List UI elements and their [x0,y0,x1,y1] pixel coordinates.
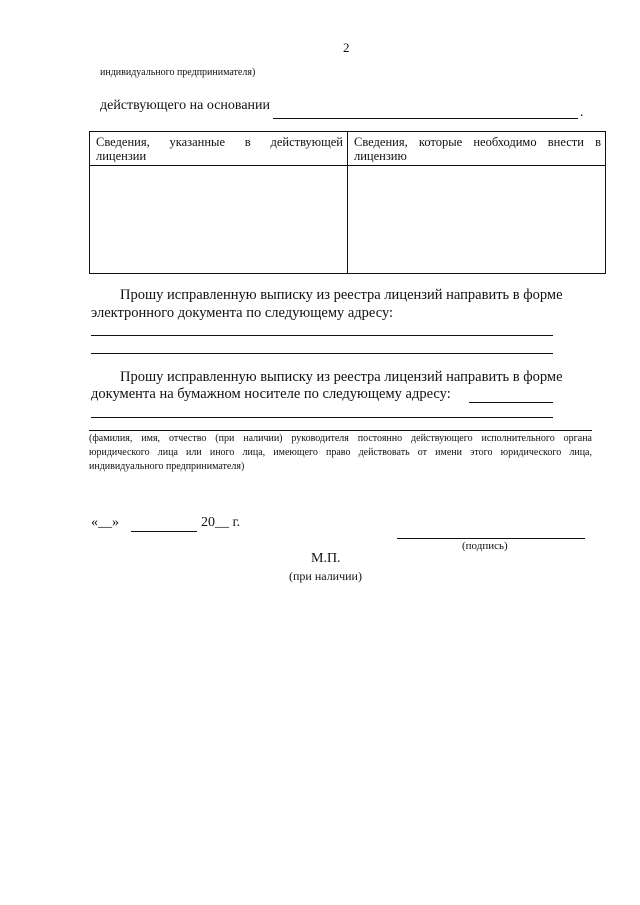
name-blank-line [89,430,592,431]
seal-label: М.П. [311,551,341,566]
paper-address-line-2 [91,417,553,418]
table-header-new: Сведения, которые необходимо внести в лицензию [348,132,606,166]
date-year: 20__ г. [201,515,241,530]
table-cell-new[interactable] [348,166,606,274]
basis-blank-line [273,118,578,119]
electronic-address-line-2 [91,353,553,354]
paper-request-line1: Прошу исправленную выписку из реестра лицензий направить в форме [120,369,563,385]
date-day: «__» [91,515,119,530]
electronic-address-line-1 [91,335,553,336]
signature-line [397,538,585,539]
table-header-current: Сведения, указанные в действующей лицензии [90,132,348,166]
license-info-table [89,131,606,274]
date-month-line [131,531,197,532]
basis-end-dot: . [580,105,584,120]
signature-label: (подпись) [462,540,508,552]
electronic-request-line1: Прошу исправленную выписку из реестра лицензий направить в форме [120,287,563,303]
header-note: индивидуального предпринимателя) [100,67,256,78]
basis-label: действующего на основании [100,98,271,113]
paper-address-line-end [469,402,553,403]
seal-note: (при наличии) [289,569,362,583]
electronic-request-line2: электронного документа по следующему адресу: [91,305,394,321]
paper-request-line2: документа на бумажном носителе по следующему адресу: [91,386,451,402]
table-cell-current[interactable] [90,166,348,274]
page-number: 2 [343,40,350,55]
name-footnote: (фамилия, имя, отчество (при наличии) руководителя постоянно действующего исполнительного органа юридического лица или иного лица, имеющего право действовать от имени этого юридического лица, индивидуального предпринимателя) [89,433,592,472]
